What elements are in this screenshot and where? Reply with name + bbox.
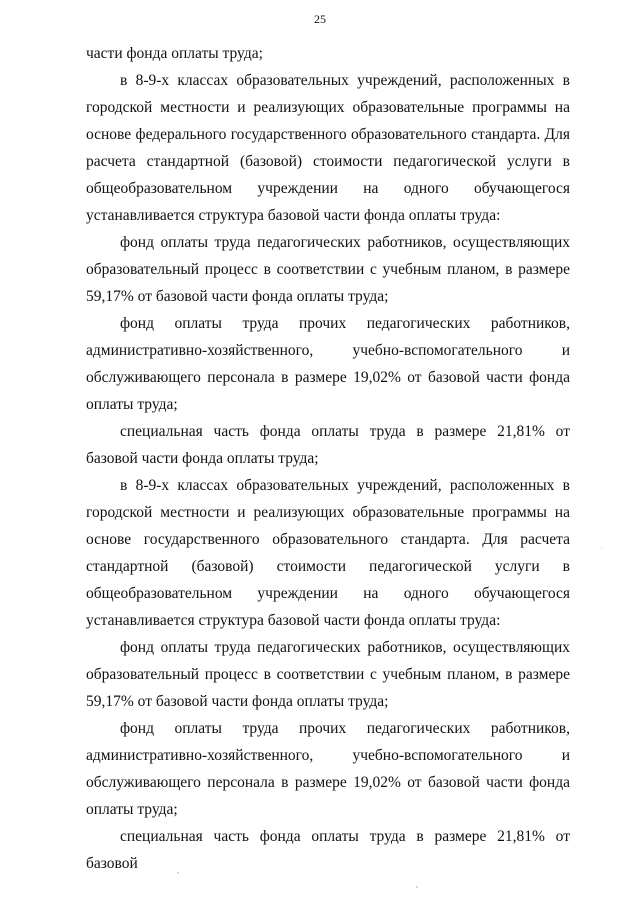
paragraph-3: фонд оплаты труда педагогических работников, осуществляющих образовательный процесс в соответствии с учебным планом, в размере 59,17% от базовой части фонда оплаты труда;	[86, 234, 570, 305]
paragraph-4: фонд оплаты труда прочих педагогических работников, административно-хозяйственного, учебно-вспомогательного и обслуживающего персонала в размере 19,02% от базовой части фонда оплаты труда;	[86, 315, 570, 413]
paragraph-2: в 8-9-х классах образовательных учреждений, расположенных в городской местности и реализующих образовательные программы на основе федерального государственного образовательного стандарта. Для расчета стандартной (базовой) стоимости педагогической услуги в общеобразовательном учреждении на одного обучающегося устанавливается структура базовой части фонда оплаты труда:	[86, 72, 570, 224]
document-body	[86, 40, 570, 877]
paragraph-7: фонд оплаты труда педагогических работников, осуществляющих образовательный процесс в соответствии с учебным планом, в размере 59,17% от базовой части фонда оплаты труда;	[86, 639, 570, 710]
paragraph-6: в 8-9-х классах образовательных учреждений, расположенных в городской местности и реализующих образовательные программы на основе государственного образовательного стандарта. Для расчета стандартной (базовой) стоимости педагогической услуги в общеобразовательном учреждении на одного обучающегося устанавливается структура базовой части фонда оплаты труда:	[86, 477, 570, 629]
paragraph-8: фонд оплаты труда прочих педагогических работников, административно-хозяйственного, учебно-вспомогательного и обслуживающего персонала в размере 19,02% от базовой части фонда оплаты труда;	[86, 720, 570, 818]
paragraph-1: части фонда оплаты труда;	[86, 45, 263, 62]
paragraph-5: специальная часть фонда оплаты труда в размере 21,81% от базовой части фонда оплаты труда;	[86, 423, 570, 467]
paragraph-9: специальная часть фонда оплаты труда в размере 21,81% от базовой	[86, 828, 570, 872]
page-number: 25	[314, 12, 326, 26]
